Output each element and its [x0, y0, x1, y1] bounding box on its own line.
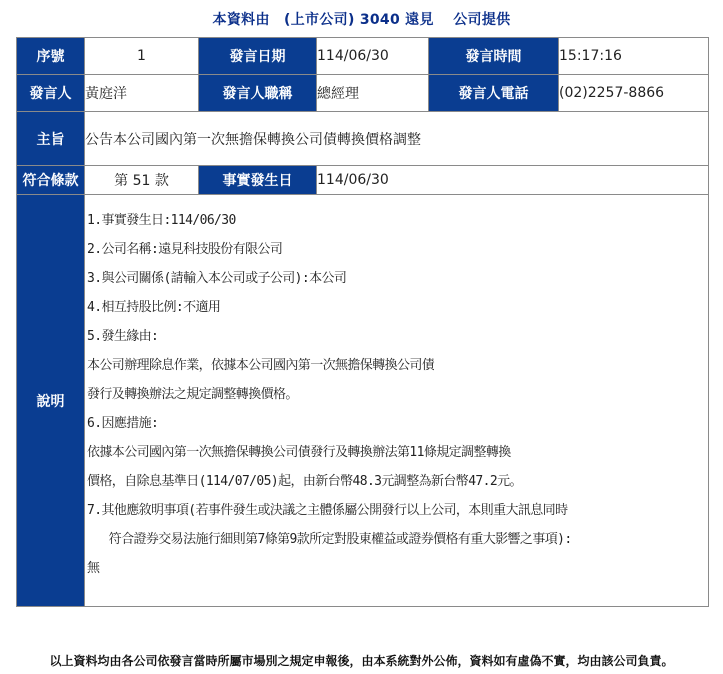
- description-line: 6.因應措施:: [87, 416, 159, 431]
- date-value: 114/06/30: [317, 38, 429, 75]
- row-description: [17, 195, 709, 607]
- description-line: 發行及轉換辦法之規定調整轉換價格。: [87, 387, 298, 402]
- page-header: 本資料由 (上市公司) 3040 遠見 公司提供: [212, 12, 511, 28]
- description-line: 7.其他應敘明事項(若事件發生或決議之主體係屬公開發行以上公司，本則重大訊息同時: [87, 503, 568, 518]
- row-basic-info: [17, 38, 709, 75]
- event-date-value: 114/06/30: [317, 166, 709, 195]
- clause-value: 第 51 款: [85, 166, 199, 195]
- speaker-label: 發言人: [17, 75, 85, 112]
- announcement-table: [16, 37, 709, 607]
- description-line: 符合證券交易法施行細則第7條第9款所定對股東權益或證券價格有重大影響之事項):: [87, 532, 572, 547]
- time-label: 發言時間: [429, 38, 559, 75]
- description-line: 2.公司名稱:遠見科技股份有限公司: [87, 242, 283, 257]
- description-line: 5.發生緣由:: [87, 329, 159, 344]
- description-line: 4.相互持股比例:不適用: [87, 300, 221, 315]
- description-cell: [85, 195, 709, 607]
- description-line: 本公司辦理除息作業，依據本公司國內第一次無擔保轉換公司債: [87, 358, 435, 373]
- speaker-title-label: 發言人職稱: [199, 75, 317, 112]
- subject-value: 公告本公司國內第一次無擔保轉換公司債轉換價格調整: [85, 112, 709, 166]
- description-line: 無: [87, 561, 100, 576]
- disclaimer-footer: 以上資料均由各公司依發言當時所屬市場別之規定申報後，由本系統對外公佈，資料如有虛偽不實，均由該公司負責。: [49, 654, 674, 668]
- clause-label: 符合條款: [17, 166, 85, 195]
- seq-label: 序號: [17, 38, 85, 75]
- event-date-label: 事實發生日: [199, 166, 317, 195]
- description-line: 1.事實發生日:114/06/30: [87, 213, 236, 228]
- row-clause: [17, 166, 709, 195]
- description-line: 依據本公司國內第一次無擔保轉換公司債發行及轉換辦法第11條規定調整轉換: [87, 445, 511, 460]
- phone-label: 發言人電話: [429, 75, 559, 112]
- description-body: [85, 195, 708, 583]
- seq-value: 1: [85, 38, 199, 75]
- subject-label: 主旨: [17, 112, 85, 166]
- description-line: 3.與公司關係(請輸入本公司或子公司):本公司: [87, 271, 347, 286]
- speaker-title-value: 總經理: [317, 75, 429, 112]
- description-label: 說明: [17, 195, 85, 607]
- speaker-value: 黃庭洋: [85, 75, 199, 112]
- phone-value: (02)2257-8866: [559, 75, 709, 112]
- time-value: 15:17:16: [559, 38, 709, 75]
- row-speaker-info: [17, 75, 709, 112]
- row-subject: [17, 112, 709, 166]
- date-label: 發言日期: [199, 38, 317, 75]
- description-line: 價格，自除息基準日(114/07/05)起，由新台幣48.3元調整為新台幣47.2元。: [87, 474, 522, 489]
